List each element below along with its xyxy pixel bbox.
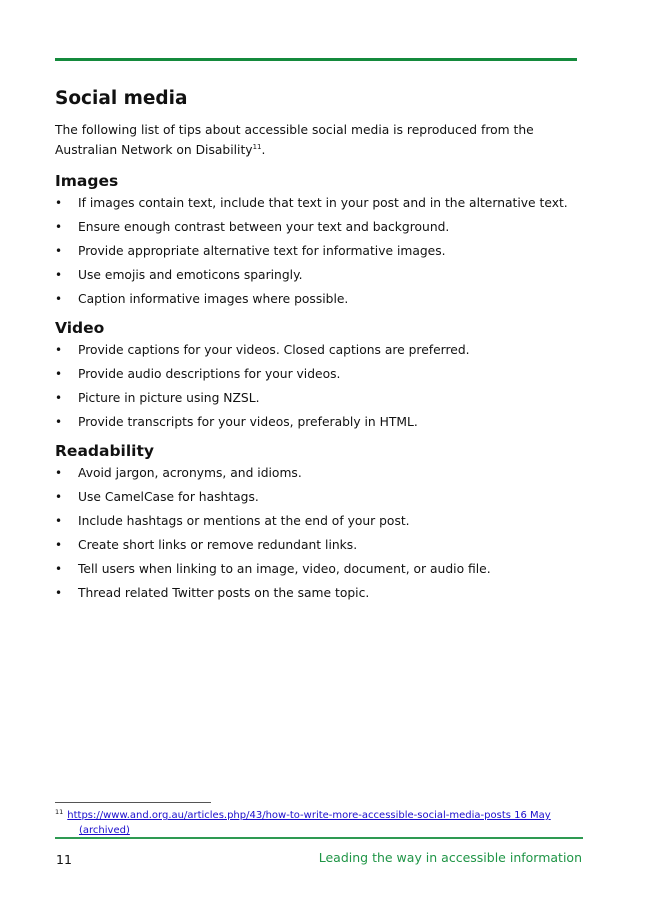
list-item-text: Include hashtags or mentions at the end of your post. — [78, 514, 410, 528]
footnote — [55, 808, 595, 838]
bullet-icon: • — [55, 562, 63, 576]
list-item-text: Ensure enough contrast between your text and background. — [78, 220, 450, 234]
bullet-icon: • — [55, 415, 63, 429]
footnote-link[interactable]: https://www.and.org.au/articles.php/43/how-to-write-more-accessible-social-media-posts 16 May — [67, 810, 551, 821]
intro-paragraph — [55, 120, 590, 160]
main-content — [55, 86, 590, 611]
list-item — [55, 537, 590, 553]
list-item — [55, 465, 590, 481]
list-item — [55, 561, 590, 577]
list-item-text: If images contain text, include that text in your post and in the alternative text. — [78, 196, 568, 210]
intro-end: . — [261, 143, 266, 157]
header-rule — [55, 58, 577, 61]
section-heading-images: Images — [55, 172, 119, 190]
images-tips-list — [55, 195, 590, 307]
list-item — [55, 585, 590, 601]
list-item-text: Provide transcripts for your videos, preferably in HTML. — [78, 415, 418, 429]
intro-text: The following list of tips about accessible social media is reproduced from the Australian Network on Disability — [55, 123, 534, 157]
list-item — [55, 267, 590, 283]
list-item — [55, 219, 590, 235]
bullet-icon: • — [55, 220, 63, 234]
list-item — [55, 291, 590, 307]
list-item-text: Use emojis and emoticons sparingly. — [78, 268, 303, 282]
list-item — [55, 414, 590, 430]
page-title: Social media — [55, 88, 188, 109]
footer-rule — [55, 837, 583, 839]
list-item-text: Thread related Twitter posts on the same topic. — [78, 586, 370, 600]
list-item — [55, 513, 590, 529]
section-heading-readability: Readability — [55, 442, 155, 460]
bullet-icon: • — [55, 391, 63, 405]
section-heading-video: Video — [55, 319, 105, 337]
list-item-text: Provide captions for your videos. Closed captions are preferred. — [78, 343, 470, 357]
bullet-icon: • — [55, 514, 63, 528]
bullet-icon: • — [55, 244, 63, 258]
bullet-icon: • — [55, 292, 63, 306]
bullet-icon: • — [55, 367, 63, 381]
list-item-text: Create short links or remove redundant links. — [78, 538, 358, 552]
footer-tagline: Leading the way in accessible information — [318, 850, 582, 865]
bullet-icon: • — [55, 586, 63, 600]
list-item-text: Provide appropriate alternative text for informative images. — [78, 244, 446, 258]
list-item-text: Picture in picture using NZSL. — [78, 391, 260, 405]
list-item — [55, 489, 590, 505]
footnote-separator — [55, 802, 211, 803]
list-item — [55, 366, 590, 382]
readability-tips-list — [55, 465, 590, 601]
list-item-text: Tell users when linking to an image, video, document, or audio file. — [78, 562, 491, 576]
bullet-icon: • — [55, 196, 63, 210]
bullet-icon: • — [55, 268, 63, 282]
list-item — [55, 243, 590, 259]
list-item — [55, 195, 590, 211]
list-item — [55, 342, 590, 358]
footnote-number: 11 — [55, 807, 64, 816]
list-item-text: Avoid jargon, acronyms, and idioms. — [78, 466, 302, 480]
footnote-reference[interactable]: 11 — [252, 142, 262, 151]
list-item-text: Use CamelCase for hashtags. — [78, 490, 259, 504]
video-tips-list — [55, 342, 590, 430]
list-item-text: Provide audio descriptions for your videos. — [78, 367, 341, 381]
bullet-icon: • — [55, 490, 63, 504]
list-item-text: Caption informative images where possible. — [78, 292, 349, 306]
footnote-archived-link[interactable]: (archived) — [79, 825, 130, 836]
list-item — [55, 390, 590, 406]
page-number: 11 — [56, 852, 72, 867]
footnote-line-2 — [55, 823, 595, 838]
bullet-icon: • — [55, 538, 63, 552]
bullet-icon: • — [55, 466, 63, 480]
bullet-icon: • — [55, 343, 63, 357]
